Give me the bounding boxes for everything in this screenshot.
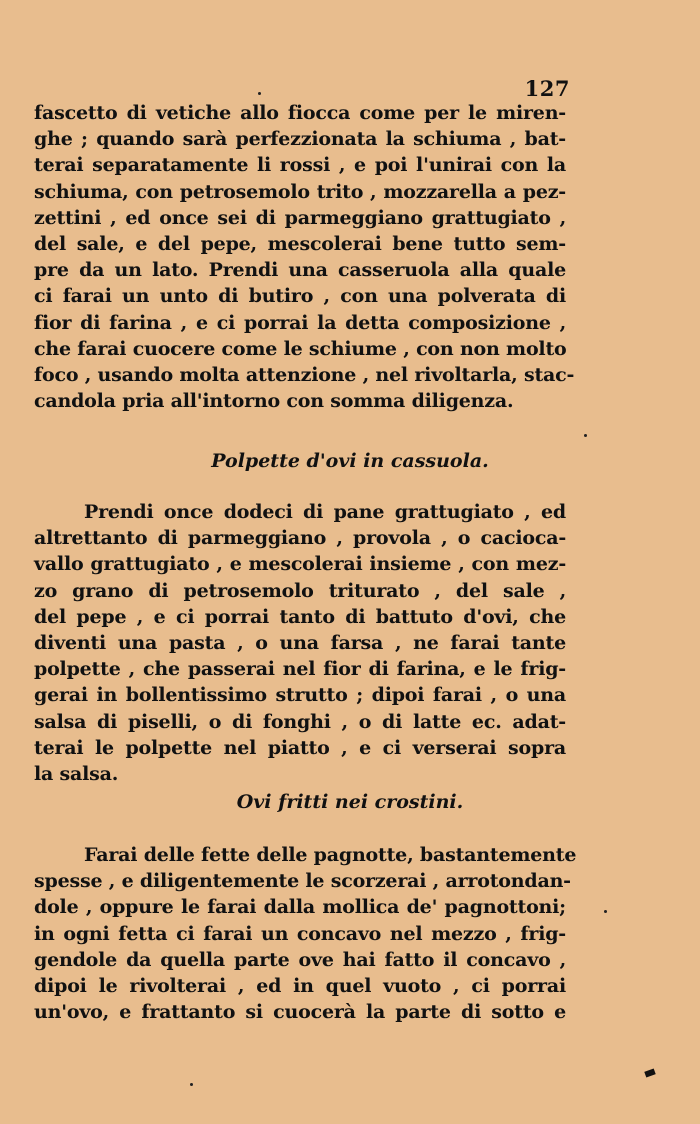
text-line: foco , usando molta attenzione , nel rivoltarla, stac-: [34, 363, 575, 386]
text-line: in ogni fetta ci farai un concavo nel mezzo , frig-: [34, 922, 566, 945]
paragraph-2: [34, 499, 566, 787]
text-line: pre da un lato. Prendi una casseruola alla quale: [34, 259, 566, 282]
text-line: ci farai un unto di butiro , con una polverata di: [34, 285, 566, 308]
text-line: salsa di piselli, o di fonghi , o di latte ec. adat-: [34, 710, 566, 733]
text-line: la salsa.: [34, 762, 119, 785]
text-line: terai separatamente li rossi , e poi l'unirai con la: [34, 154, 566, 177]
text-line: dipoi le rivolterai , ed in quel vuoto , ci porrai: [34, 974, 566, 997]
ink-mark: [644, 1068, 655, 1077]
text-line: gerai in bollentissimo strutto ; dipoi farai , o una: [34, 684, 566, 707]
ink-speck: [584, 434, 587, 437]
text-line: diventi una pasta , o una farsa , ne farai tante: [34, 631, 566, 654]
section-heading: Ovi fritti nei crostini.: [236, 791, 464, 813]
text-line: che farai cuocere come le schiume , con non molto: [34, 337, 567, 360]
text-line: vallo grattugiato , e mescolerai insieme , con mez-: [34, 553, 566, 576]
text-line: altrettanto di parmeggiano , provola , o caciocа-: [34, 527, 566, 550]
text-line: zettini , ed once sei di parmeggiano grattugiato ,: [34, 206, 566, 229]
ink-speck: [190, 1083, 193, 1086]
text-line: dole , oppure le farai dalla mollica de' pagnottoni;: [34, 896, 566, 919]
text-line: terai le polpette nel piatto , e ci verserai sopra: [34, 736, 566, 759]
ink-speck: [258, 92, 261, 95]
text-line: fascetto di vetiche allo fiocca come per le miren-: [34, 102, 566, 124]
text-line: Prendi once dodeci di pane grattugiato , ed: [84, 501, 566, 523]
text-line: zo grano di petrosemolo triturato , del sale ,: [34, 579, 566, 602]
paragraph-3: [34, 842, 577, 1025]
text-line: gendole da quella parte ove hai fatto il concavo ,: [34, 948, 566, 971]
text-line: del pepe , e ci porrai tanto di battuto d'ovi, che: [34, 605, 566, 628]
text-line: schiuma, con petrosemolo trito , mozzarella a pez-: [34, 180, 566, 203]
paragraph-1: [34, 100, 575, 414]
text-line: polpette , che passerai nel fior di farina, e le frig-: [34, 658, 566, 681]
text-line: spesse , e diligentemente le scorzerai , arrotondan-: [34, 870, 571, 893]
text-line: un'ovo, e frattanto si cuocerà la parte di sotto e: [34, 1001, 566, 1024]
text-line: Farai delle fette delle pagnotte, bastantemente: [84, 844, 577, 866]
section-heading: Polpette d'ovi in cassuola.: [211, 450, 489, 472]
text-line: del sale, e del pepe, mescolerai bene tutto sem-: [34, 232, 566, 255]
ink-speck: [604, 910, 607, 913]
text-line: fior di farina , e ci porrai la detta composizione ,: [34, 311, 566, 334]
text-line: ghe ; quando sarà perfezzionata la schiuma , bat-: [34, 128, 566, 151]
text-line: candola pria all'intorno con somma diligenza.: [34, 390, 514, 413]
page-number: 127: [524, 76, 570, 101]
